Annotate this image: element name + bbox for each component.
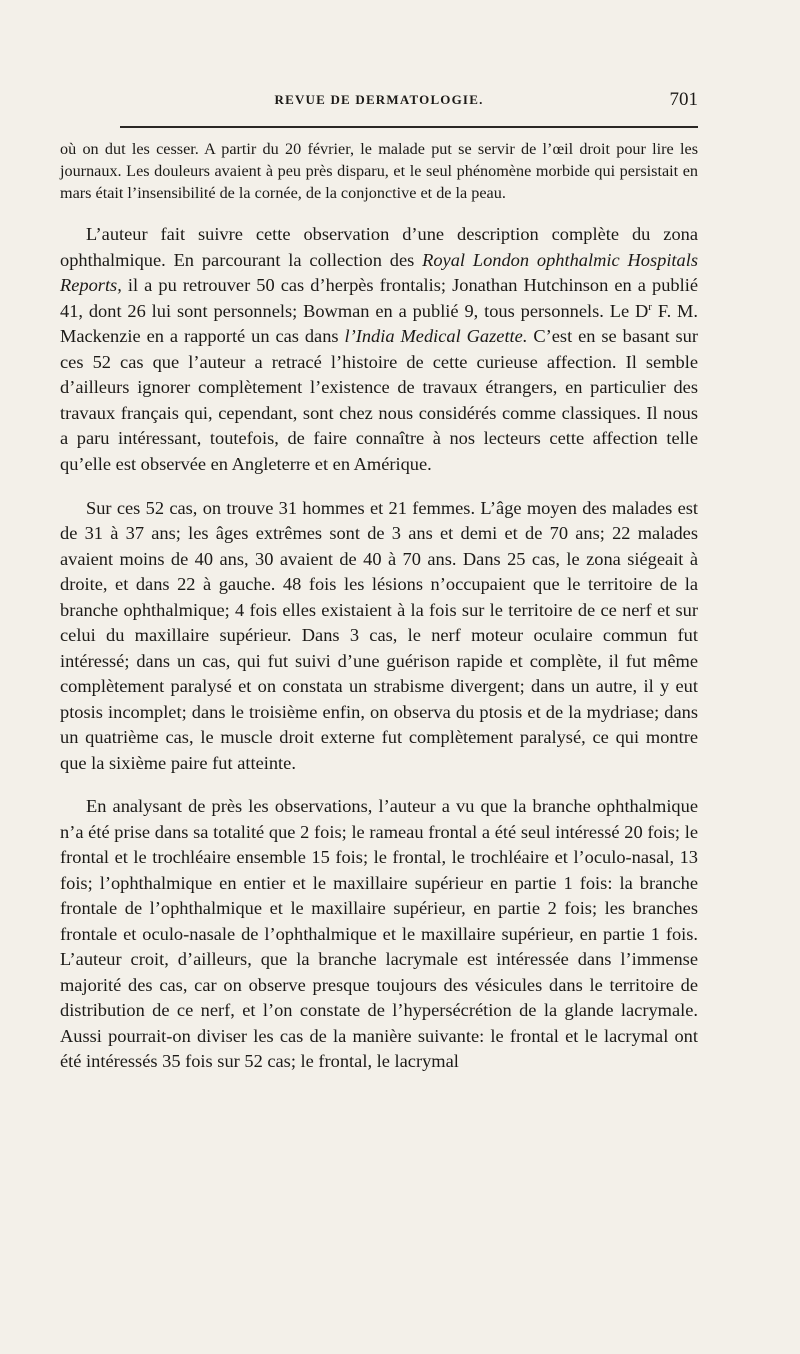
paragraph-statistics: Sur ces 52 cas, on trouve 31 hommes et 21 femmes. L’âge moyen des malades est de 31 à 37 ans; les âges extrêmes sont de 3 ans et demi et de 70 ans; 22 malades avaient moins de 40 ans, 30 avaient de 40 à 70 ans. Dans 25 cas, le zona siégeait à droite, et dans 22 à gauche. 48 fois les lésions n’occupaient que le territoire de la branche ophthalmique; 4 fois elles existaient à la fois sur le territoire de ce nerf et sur celui du maxillaire supérieur. Dans 3 cas, le nerf moteur oculaire commun fut intéressé; dans un cas, qui fut suivi d’une guérison rapide et complète, il fut même complètement paralysé et on constata un strabisme divergent; dans un autre, il y eut ptosis incomplet; dans le troisième enfin, on observa du ptosis et de la mydriase; dans un quatrième cas, le muscle droit externe fut complètement paralysé, ce qui montre que la sixième paire fut atteinte.: [60, 497, 698, 773]
journal-page: [60, 89, 699, 1093]
paragraph-author-description: [60, 222, 698, 477]
superscript: r: [648, 300, 652, 313]
header-rule: [120, 126, 698, 128]
paragraph-intro: où on dut les cesser. A partir du 20 février, le malade put se servir de l’œil droit pour lire les journaux. Les douleurs avaient à peu près disparu, et le seul phénomène morbide qui persistait en mars était l’insensibilité de la cornée, de la conjonctive et de la peau.: [60, 139, 698, 202]
page-number: 701: [669, 89, 698, 110]
paragraph-analysis: En analysant de près les observations, l’auteur a vu que la branche ophthalmique n’a été prise dans sa totalité que 2 fois; le rameau frontal a été seul intéressé 20 fois; le frontal et le trochléaire ensemble 15 fois; le frontal, le trochléaire et l’oculo-nasal, 13 fois; l’ophthalmique en entier et le maxillaire supérieur en partie 1 fois: la branche frontale de l’ophthalmique et le maxillaire supérieur, en partie 2 fois; les branches frontale et oculo-nasale de l’ophthalmique et le maxillaire supérieur, en partie 1 fois. L’auteur croit, d’ailleurs, que la branche lacrymale est intéressée dans l’immense majorité des cas, car on observe presque toujours des vésicules dans le territoire de distribution de ce nerf, et l’on constate de l’hypersécrétion de la glande lacrymale. Aussi pourrait-on diviser les cas de la manière suivante: le frontal et le lacrymal ont été intéressés 35 fois sur 52 cas; le frontal, le lacrymal: [60, 796, 698, 1072]
running-title: REVUE DE DERMATOLOGIE.: [274, 92, 484, 107]
text-segment: F. M. Mackenzie en a rapporté un cas dans: [60, 300, 698, 347]
text-segment: C’est en se basant sur ces 52 cas que l’auteur a retracé l’histoire de cette curieuse affection. Il semble d’ailleurs ignorer complètement l’existence de travaux étrangers, en particulier des travaux français qui, cependant, sont chez nous considérés comme classiques. Il nous a paru intéressant, toutefois, de faire connaître à nos lecteurs cette affection telle qu’elle est observée en Angleterre et en Amérique.: [60, 326, 699, 474]
journal-title-india-medical-gazette: l’India Medical Gazette.: [344, 326, 528, 347]
page-header: [60, 89, 698, 116]
journal-title-royal-london: Royal London ophthalmic Hospitals Reports,: [60, 249, 699, 296]
text-segment: il a pu retrouver 50 cas d’herpès frontalis; Jonathan Hutchinson en a publié 41, dont 26 lui sont personnels; Bowman en a publié 9, tous personnels. Le D: [60, 275, 698, 321]
text-segment: L’auteur fait suivre cette observation d’une description complète du zona ophthalmique. En parcourant la collection des: [60, 224, 698, 270]
